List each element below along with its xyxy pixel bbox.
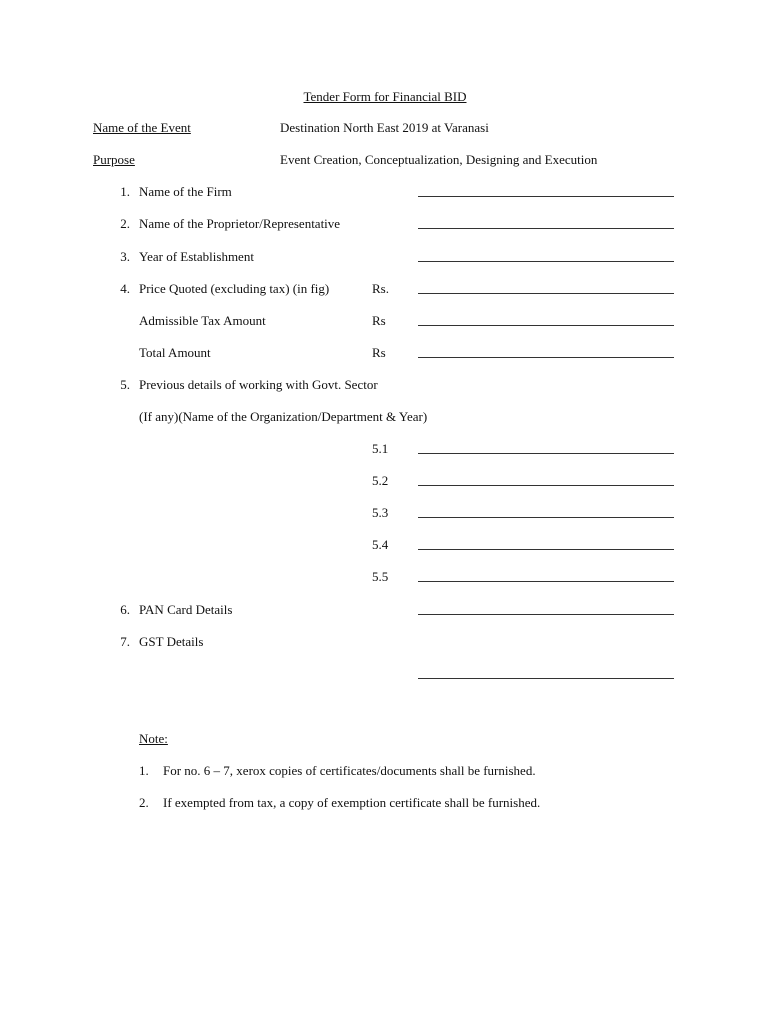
purpose-label: Purpose: [93, 152, 135, 167]
tax-amount-field[interactable]: [418, 325, 674, 326]
note-item: For no. 6 – 7, xerox copies of certificates/documents shall be furnished.: [163, 763, 536, 778]
sub-item-number: 5.5: [372, 569, 389, 584]
event-value: Destination North East 2019 at Varanasi: [280, 120, 489, 135]
note-item: If exempted from tax, a copy of exemption certificate shall be furnished.: [163, 795, 541, 810]
firm-name-field[interactable]: [418, 196, 674, 197]
item-number: 7 .: [116, 635, 130, 648]
item-number: 6 .: [116, 603, 130, 616]
item-number: 1 .: [116, 185, 130, 198]
establishment-year-field[interactable]: [418, 261, 674, 262]
proprietor-field[interactable]: [418, 228, 674, 229]
currency-prefix: Rs: [372, 345, 386, 360]
previous-work-field-2[interactable]: [418, 485, 674, 486]
pan-label: PAN Card Details: [139, 602, 233, 617]
previous-work-field-1[interactable]: [418, 453, 674, 454]
previous-work-label: Previous details of working with Govt. Sector: [139, 377, 378, 392]
item-number: 5 .: [116, 378, 130, 391]
sub-item-number: 5.3: [372, 505, 389, 520]
item-number: 4 .: [116, 282, 130, 295]
total-amount-field[interactable]: [418, 357, 674, 358]
gst-label: GST Details: [139, 634, 204, 649]
establishment-year-label: Year of Establishment: [139, 249, 254, 264]
previous-work-field-5[interactable]: [418, 581, 674, 582]
price-quoted-field[interactable]: [418, 293, 674, 294]
proprietor-label: Name of the Proprietor/Representative: [139, 216, 341, 231]
pan-field[interactable]: [418, 614, 674, 615]
tax-amount-label: Admissible Tax Amount: [139, 313, 266, 328]
form-title: Tender Form for Financial BID: [303, 89, 467, 104]
gst-field[interactable]: [418, 678, 674, 679]
previous-work-field-4[interactable]: [418, 549, 674, 550]
firm-name-label: Name of the Firm: [139, 184, 232, 199]
note-heading: Note:: [139, 731, 168, 746]
event-label: Name of the Event: [93, 120, 191, 135]
total-amount-label: Total Amount: [139, 345, 211, 360]
previous-work-hint: (If any)(Name of the Organization/Department & Year): [139, 409, 428, 424]
purpose-value: Event Creation, Conceptualization, Designing and Execution: [280, 152, 598, 167]
note-number: 2.: [139, 795, 149, 810]
currency-prefix: Rs.: [372, 281, 389, 296]
previous-work-field-3[interactable]: [418, 517, 674, 518]
sub-item-number: 5.1: [372, 441, 389, 456]
currency-prefix: Rs: [372, 313, 386, 328]
item-number: 3 .: [116, 250, 130, 263]
item-number: 2 .: [116, 217, 130, 230]
sub-item-number: 5.2: [372, 473, 389, 488]
note-number: 1.: [139, 763, 149, 778]
sub-item-number: 5.4: [372, 537, 389, 552]
price-quoted-label: Price Quoted (excluding tax) (in fig): [139, 281, 330, 296]
